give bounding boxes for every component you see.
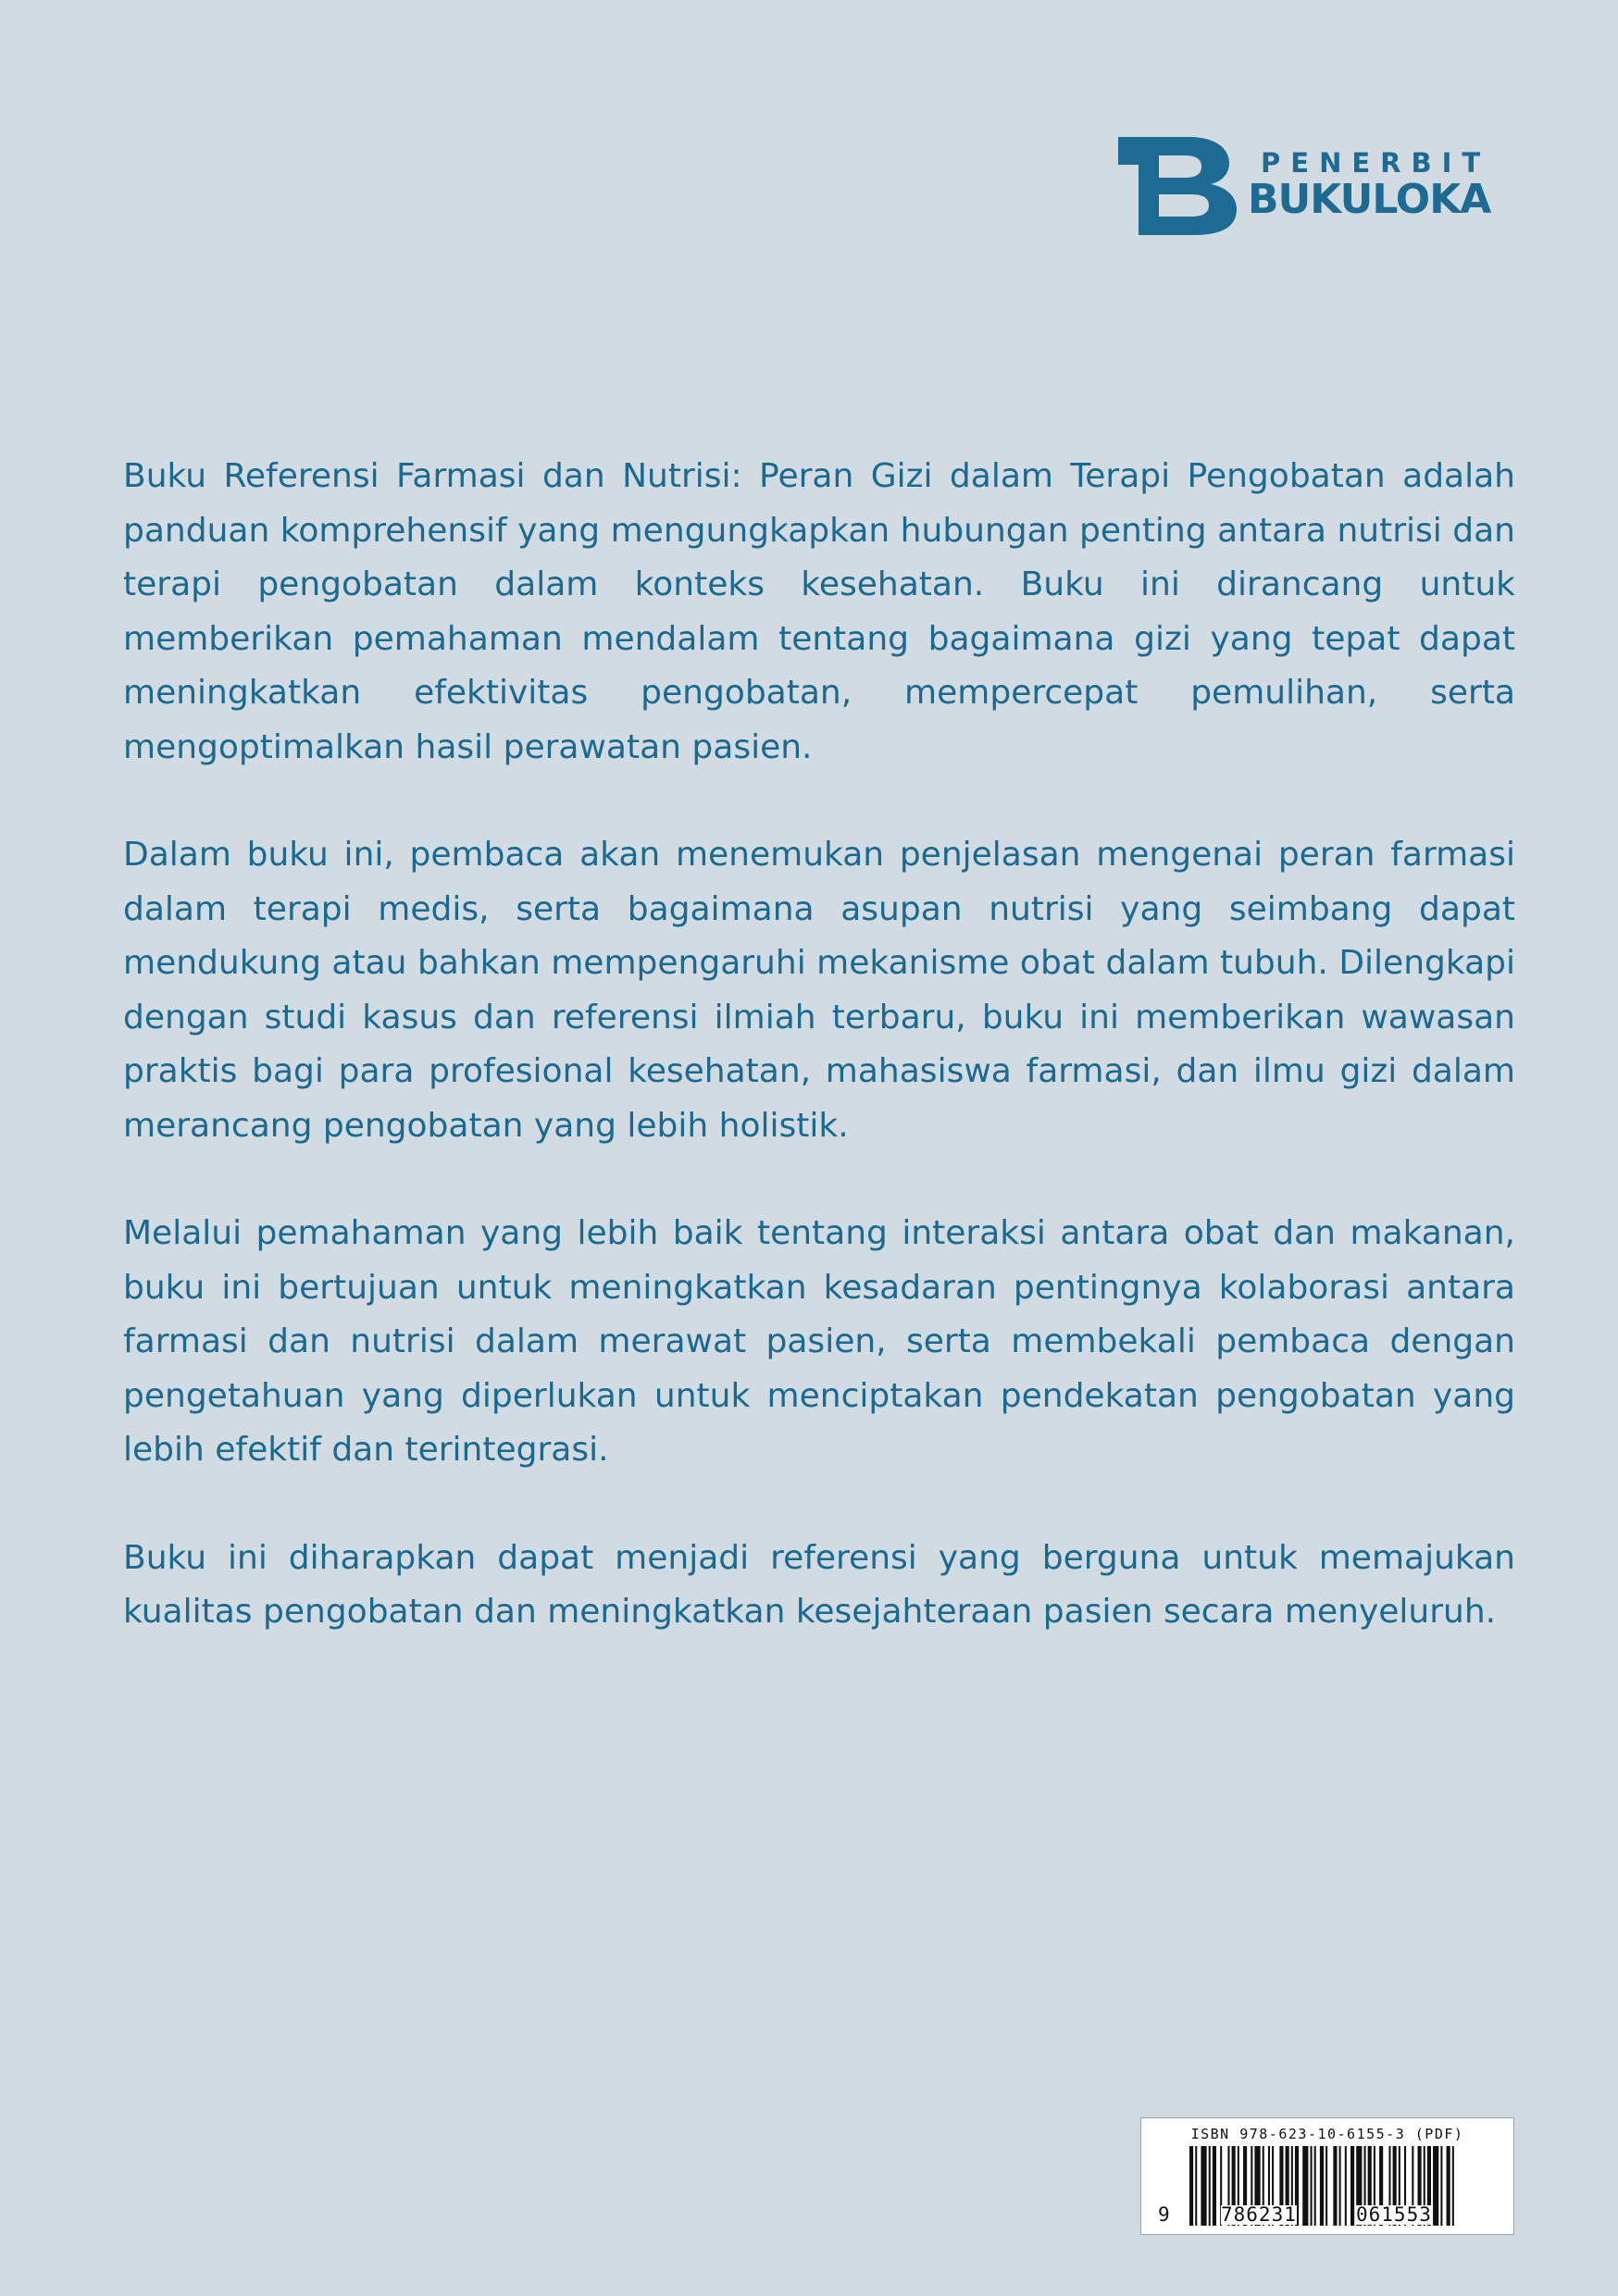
description-paragraph-3: Melalui pemahaman yang lebih baik tentang interaksi antara obat dan makanan, buku ini bertujuan untuk meningkatkan kesadaran pentingnya kolaborasi antara farmasi dan nutrisi dalam merawat pasien, serta membekali pembaca dengan pengetahuan yang diperlukan untuk menciptakan pendekatan pengobatan yang lebih efektif dan terintegrasi. xyxy=(123,1214,1515,1469)
bukuloka-b-logo-icon xyxy=(1118,137,1237,235)
isbn-lead-digit: 9 xyxy=(1158,2203,1171,2226)
isbn-right-digits: 061553 xyxy=(1356,2203,1432,2226)
isbn-label: ISBN 978-623-10-6155-3 (PDF) xyxy=(1190,2126,1464,2142)
description-paragraph-2: Dalam buku ini, pembaca akan menemukan penjelasan mengenai peran farmasi dalam terapi medis, serta bagaimana asupan nutrisi yang seimbang dapat mendukung atau bahkan mempengaruhi mekanisme obat dalam tubuh. Dilengkapi dengan studi kasus dan referensi ilmiah terbaru, buku ini memberikan wawasan praktis bagi para profesional kesehatan, mahasiswa farmasi, dan ilmu gizi dalam merancang pengobatan yang lebih holistik. xyxy=(123,836,1515,1145)
publisher-label: PENERBIT xyxy=(1261,147,1491,179)
isbn-left-digits: 786231 xyxy=(1221,2203,1297,2226)
isbn-barcode-block xyxy=(1140,2117,1514,2235)
publisher-name: BUKULOKA xyxy=(1248,176,1491,223)
publisher-logo xyxy=(1118,137,1516,235)
description-paragraph-4: Buku ini diharapkan dapat menjadi referensi yang berguna untuk memajukan kualitas pengobatan dan meningkatkan kesejahteraan pasien secara menyeluruh. xyxy=(123,1538,1515,1631)
description-paragraph-1: Buku Referensi Farmasi dan Nutrisi: Peran Gizi dalam Terapi Pengobatan adalah panduan komprehensif yang mengungkapkan hubungan penting antara nutrisi dan terapi pengobatan dalam konteks kesehatan. Buku ini dirancang untuk memberikan pemahaman mendalam tentang bagaimana gizi yang tepat dapat meningkatkan efektivitas pengobatan, mempercepat pemulihan, serta mengoptimalkan hasil perawatan pasien. xyxy=(123,457,1515,766)
book-description xyxy=(123,450,1515,1694)
